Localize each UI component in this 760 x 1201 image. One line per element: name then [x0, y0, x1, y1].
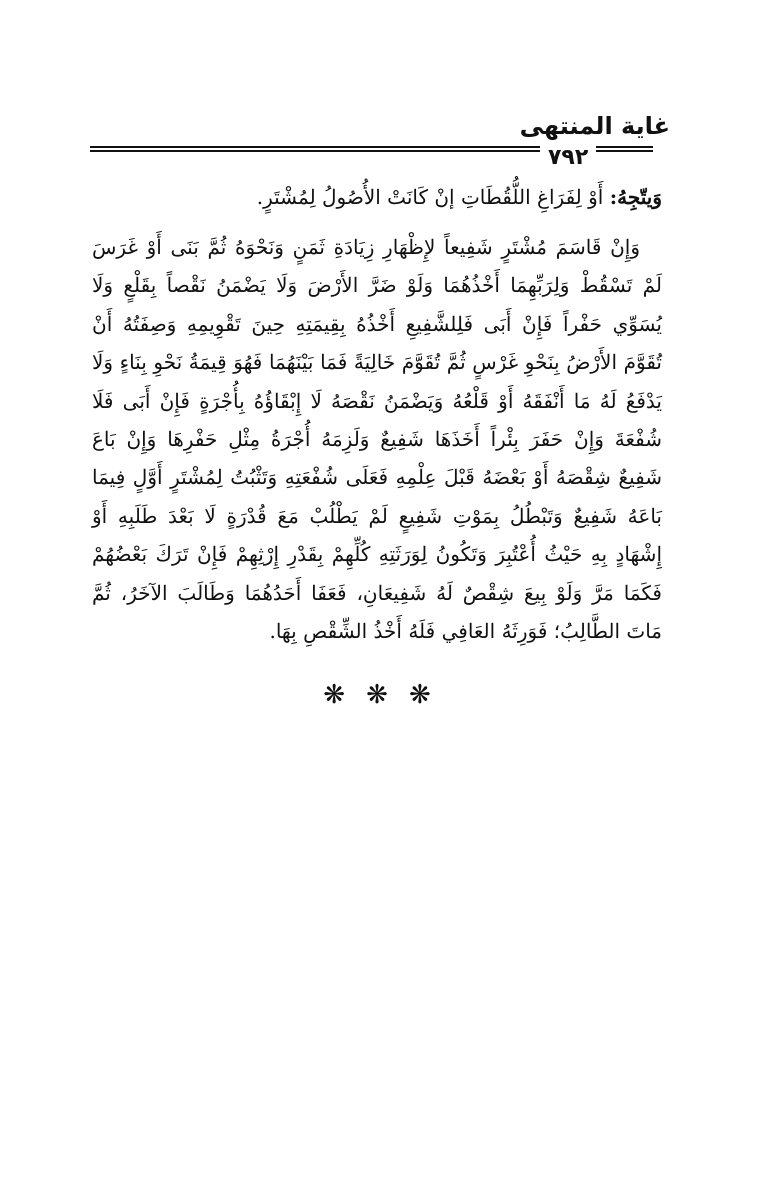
intro-paragraph: [92, 178, 662, 216]
running-title: غاية المنتهى: [519, 112, 670, 140]
page-number: ٧٩٢: [540, 145, 596, 170]
intro-text: أَوْ لِفَرَاغِ اللُّقُطَاتِ إنْ كَانَتْ الأُصُولُ لِمُشْتَرٍ.: [256, 185, 604, 209]
section-end-asterisks: ❋ ❋ ❋: [323, 680, 437, 710]
main-paragraph: وَإِنْ قَاسَمَ مُشْتَرٍ شَفِيعاً لإِظْهَارِ زِيَادَةِ ثَمَنٍ وَنَحْوَهُ ثُمَّ بَنَى أَوْ غَرَسَ لَمْ تَسْقُطْ وَلِرَبِّهِمَا أَخْذُهُمَا وَلَوْ ضَرَّ الأَرْضَ وَلَا يَضْمَنُ نَقْصاً بِقَلْعٍ وَلَا يُسَوِّي حَفْراً فَإِنْ أَبَى فَلِلشَّفِيعِ أَخْذُهُ بِقِيمَتِهِ حِينَ تَقْوِيمِهِ وَصِفَتُهُ أَنْ تُقَوَّمَ الأَرْضُ بِنَحْوِ غَرْسٍ ثُمَّ تُقَوَّمَ خَالِيَةً فَمَا بَيْنَهُمَا فَهُوَ قِيمَةُ نَحْوِ بِنَاءٍ وَلَا يَدْفَعُ لَهُ مَا أَنْفَقَهُ أَوْ قَلْعُهُ وَيَضْمَنُ نَقْصَهُ لَا إِبْقَاؤُهُ بِأُجْرَةٍ فَإِنْ أَبَى فَلَا شُفْعَةَ وَإِنْ حَفَرَ بِئْراً أَخَذَهَا شَفِيعٌ وَلَزِمَهُ أُجْرَةُ مِثْلِ حَفْرِهَا وَإِنْ بَاعَ شَفِيعٌ شِقْصَهُ أَوْ بَعْضَهُ قَبْلَ عِلْمِهِ فَعَلَى شُفْعَتِهِ وَتَثْبُتُ لِمُشْتَرٍ أَوَّلٍ فِيمَا بَاعَهُ شَفِيعٌ وَتَبْطُلُ بِمَوْتِ شَفِيعٍ لَمْ يَطْلُبْ مَعَ قُدْرَةٍ لَا بَعْدَ طَلَبِهِ أَوْ إِشْهَادٍ بِهِ حَيْثُ أُعْتُبِرَ وَتَكُونُ لِوَرَثَتِهِ كُلِّهِمْ بِقَدْرِ إِرْثِهِمْ فَإِنْ تَرَكَ بَعْضُهُمْ فَكَمَا مَرَّ وَلَوْ بِيعَ شِقْصٌ لَهُ شَفِيعَانِ، فَعَفَا أَحَدُهُمَا وَطَالَبَ الآخَرُ، ثُمَّ مَاتَ الطَّالِبُ؛ فَوَرِثَهُ العَافِي فَلَهُ أَخْذُ الشِّقْصِ بِهَا.: [92, 235, 662, 644]
intro-lead-word: وَيتّجِهُ:: [609, 185, 662, 209]
